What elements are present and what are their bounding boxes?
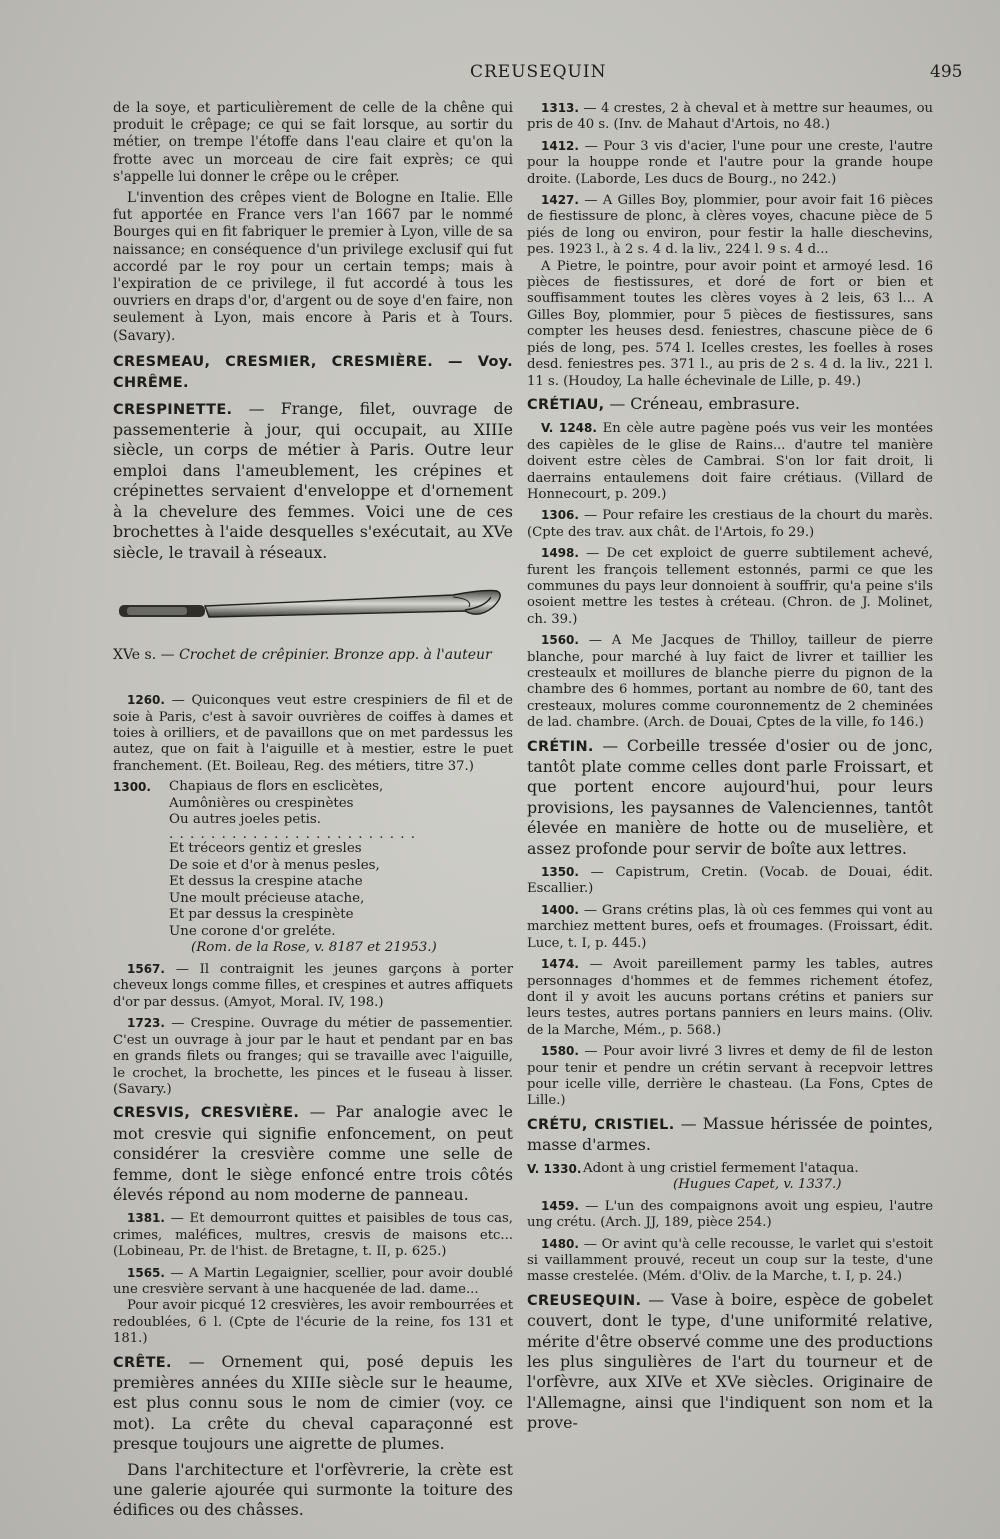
entry-text: — Par analogie avec le mot cresvie qui signifie enfoncement, on peut considérer la cresvière comme une selle de femme, dont le siège enfoncé entre trois côtés élevés répond au nom moderne de panneau.: [113, 1102, 513, 1204]
entry-crete: [113, 1352, 513, 1455]
citation-text: — De cet exploict de guerre subtilement achevé, furent les françois tellement estonnés, parmi ce que les communes du pays leur donnoient à souffrir, qu'a peine s'ils osoient mettre les testes à créteau. (Chron. de J. Molinet, ch. 39.): [527, 546, 933, 627]
citation-year: 1313.: [541, 101, 579, 115]
verse-lines: [169, 779, 513, 957]
citation-text: — Quiconques veut estre crespiniers de fil et de soie à Paris, c'est à savoir ouvrières de coiffes à dames et toies à orilliers, et de pavaillons que on met pardessus les autez, que on fait à l'aiguille et à mestier, estre le puet franchement. (Et. Boileau, Reg. des métiers, titre 37.): [113, 693, 513, 774]
citation-1400: [527, 902, 933, 952]
citation-year: 1723.: [127, 1016, 165, 1031]
entry-cresvis: [113, 1102, 513, 1205]
citation-1560: [527, 632, 933, 731]
citation-year: 1565.: [127, 1265, 165, 1280]
citation-1381: [113, 1210, 513, 1260]
citation-text: En cèle autre pagène poés vus veir les montées des capièles de le glise de Rains... d'autre tel manière doivent estre cèles de Cambrai. S'on lor fait droit, li daerrains entaulemens doit faire crétiaus. (Villard de Honnecourt, p. 209.): [527, 421, 934, 502]
running-title: CREUSEQUIN: [470, 62, 607, 82]
entry-crespinette: [113, 399, 513, 563]
right-column: [527, 100, 933, 1439]
entry-text: — Créneau, embrasure.: [604, 393, 801, 413]
entry-cretiau: [527, 394, 933, 415]
citation-text: — Il contraignit les jeunes garçons à porter cheveux longs comme filles, et crespines et autres affiquets d'or par dessus. (Amyot, Moral. IV, 198.): [113, 962, 513, 1010]
citation-year: 1427.: [541, 193, 579, 208]
citation-year: 1381.: [127, 1211, 165, 1226]
citation-year: 1350.: [541, 865, 579, 880]
citation-year: 1300.: [113, 780, 151, 795]
citation-year: 1560.: [541, 633, 579, 648]
citation-year: 1459.: [541, 1198, 579, 1213]
paragraph: de la soye, et particulièrement de celle de la chêne qui produit le crêpage; ce qui se fait lorsque, au sortir du métier, on trempe l'étoffe dans l'eau claire et qu'on la frotte avec un morceau de cire fait exprès; ce qui s'appelle lui donner le crêpe ou le crêper.: [113, 100, 513, 185]
citation-year: V. 1248.: [541, 421, 597, 436]
citation-1306: [527, 507, 933, 541]
entry-heading: CRÉTIN.: [527, 738, 594, 755]
citation-year: 1412.: [541, 138, 579, 153]
verse-source: (Hugues Capet, v. 1337.): [673, 1177, 842, 1193]
entry-text: — Corbeille tressée d'osier ou de jonc, tantôt plate comme celles dont parle Froissart, et que portent encore aujourd'hui, pour leurs provisions, les paysannes de Valenciennes, tantôt élevée en manière de hotte ou de muselière, et assez profonde pour servir de boîte aux lettres.: [527, 735, 933, 858]
verse-line: Une corone d'or greléte.: [169, 923, 336, 939]
verse-line: Et dessus la crespine atache: [169, 874, 363, 890]
citation-1580: [527, 1043, 933, 1110]
entry-heading: CRÊTE.: [113, 1354, 172, 1371]
entry-heading: CRESMEAU, CRESMIER, CRESMIÈRE. — Voy. CHRÊME.: [113, 353, 513, 392]
citation-text: — Capistrum, Cretin. (Vocab. de Douai, édit. Escallier.): [527, 865, 933, 897]
citation-1427-continued: A Pietre, le pointre, pour avoir point et armoyé lesd. 16 pièces de fiestissures, et doré de fort or bien et souffisamment toutes les clères voyes à 2 leis, 63 l... A Gilles Boy, plommier, pour 5 pièces de fiestissures, sans compter les heuses desd. feniestres, chascune pièce de 6 piés de long, pes. 574 l. Icelles crestes, les foelles à roses desd. feniestres pes. 371 l., au pris de 2 s. 4 d. la liv., 221 l. 11 s. (Houdoy, La halle échevinale de Lille, p. 49.): [527, 258, 933, 389]
entry-text: — Ornement qui, posé depuis les premières années du XIIIe siècle sur le heaume, est plus connu sous le nom de cimier (voy. ce mot). La crête du cheval caparaçonné est presque toujours une aigrette de plumes.: [113, 1351, 513, 1454]
entry-heading: CRÉTIAU,: [527, 396, 605, 413]
entry-text: — Vase à boire, espèce de gobelet couvert, dont le type, d'une uniformité relative, mérite d'être observé comme une des productions les plus singulières de l'art du tourneur et de l'orfèvre, aux XIVe et XVe siècles. Originaire de l'Allemagne, ainsi que l'indiquent son nom et la prove-: [527, 1289, 933, 1433]
paragraph: L'invention des crêpes vient de Bologne en Italie. Elle fut apportée en France vers l'an 1667 par le nommé Bourges qui en fit fabriquer le premier à Lyon, ville de sa naissance; en conséquence d'un privilege exclusif qui fut accordé par le roy pour un certain temps; mais à l'expiration de ce privilege, il fut accordé à tous les ouvriers en draps d'or, d'argent ou de soye d'en faire, non seulement à Lyon, mais encore à Paris et à Tours. (Savary).: [113, 190, 513, 344]
citation-1427: [527, 192, 933, 259]
citation-text: — Pour avoir livré 3 livres et demy de fil de leston pour tenir et pendre un crétin servant à recepvoir lettres pour icelle ville, derrière le chasteau. (La Fons, Cptes de Lille.): [527, 1044, 933, 1109]
citation-year: 1580.: [541, 1044, 579, 1059]
citation-1565: [113, 1265, 513, 1299]
citation-year: 1474.: [541, 957, 579, 972]
citation-year: 1567.: [127, 962, 165, 977]
citation-text: — A Gilles Boy, plommier, pour avoir fait 16 pièces de fiestissure de plonc, à clères voyes, chacune pièce de 5 piés de long ou environ, pour festir la halle dieschevins, pes. 1923 l., à 2 s. 4 d. la liv., 224 l. 9 s. 4 d...: [527, 193, 933, 258]
citation-text: — 4 crestes, 2 à cheval et à mettre sur heaumes, ou pris de 40 s. (Inv. de Mahaut d'Artois, no 48.): [527, 101, 933, 133]
citation-text: — Grans crétins plas, là où ces femmes qui vont au marchiez mettent bures, oefs et froumages. (Froissart, édit. Luce, t. I, p. 445.): [527, 902, 933, 951]
citation-year: 1306.: [541, 508, 579, 523]
citation-text: — Pour refaire les crestiaus de la chourt du marès. (Cpte des trav. aux chât. de l'Artois, fo 29.): [527, 508, 933, 540]
citation-1474: [527, 956, 933, 1039]
entry-heading: CRESVIS, CRESVIÈRE.: [113, 1105, 300, 1122]
citation-text: — Et demourront quittes et paisibles de tous cas, crimes, maléfices, multres, cresvis de maisons etc... (Lobineau, Pr. de l'hist. de Bretagne, t. II, p. 625.): [113, 1211, 513, 1260]
citation-1459: [527, 1198, 933, 1232]
entry-heading: CRÉTU, CRISTIEL.: [527, 1116, 675, 1133]
citation-1723: [113, 1015, 513, 1098]
entry-creusequin: [527, 1290, 933, 1434]
verse-source: (Rom. de la Rose, v. 8187 et 21953.): [191, 940, 437, 956]
entry-text: — Massue hérissée de pointes, masse d'armes.: [527, 1113, 933, 1155]
caption-text: — Crochet de crêpinier. Bronze app. à l'auteur: [156, 646, 492, 663]
citation-text: — Crespine. Ouvrage du métier de passementier. C'est un ouvrage à jour par le haut et pendant par en bas en grands filets ou franges; qui se travaille avec l'aiguille, le crochet, la brochette, les pinces et le fuseau à lisser. (Savary.): [113, 1016, 513, 1097]
illustration-caption: [113, 647, 513, 664]
citation-1480: [527, 1236, 933, 1286]
verse-line: Aumônières ou crespinètes: [169, 795, 354, 811]
verse-line: Adont à ung cristiel fermement l'ataqua.: [583, 1160, 859, 1176]
citation-text: — Avoit pareillement parmy les tables, autres personnages d'hommes et de femmes richement étofez, dont il y avoit les aucuns portans crétins et paniers sur leurs testes, autres portans panniers en leurs mains. (Oliv. de la Marche, Mém., p. 568.): [527, 957, 933, 1038]
entry-text: — Frange, filet, ouvrage de passementerie à jour, qui occupait, au XIIIe siècle, un corps de métier à Paris. Outre leur emploi dans l'ameublement, les crépines et crépinettes servaient d'enveloppe et d'ornement à la chevelure des femmes. Voici une de ces brochettes à l'aide desquelles s'exécutait, au XVe siècle, le travail à réseaux.: [113, 398, 513, 562]
citation-1565-continued: Pour avoir picqué 12 cresvières, les avoir rembourrées et redoublées, 6 l. (Cpte de l'écurie de la reine, fos 131 et 181.): [113, 1298, 513, 1347]
verse-line: Une moult précieuse atache,: [169, 890, 365, 906]
entry-cresmeau: [113, 351, 513, 394]
verse-ellipsis: . . . . . . . . . . . . . . . . . . . . . . . .: [169, 826, 417, 842]
crochet-illustration: [113, 577, 513, 641]
citation-text: — Pour 3 vis d'acier, l'une pour une creste, l'autre pour la houppe ronde et l'autre pour la grande houpe droite. (Laborde, Les ducs de Bourg., no 242.): [527, 138, 933, 187]
verse-line: De soie et d'or à menus pesles,: [169, 857, 380, 873]
entry-cretin: [527, 736, 933, 859]
citation-year: 1400.: [541, 902, 579, 917]
citation-1330: [527, 1161, 933, 1194]
citation-1350: [527, 864, 933, 898]
citation-text: — L'un des compaignons avoit ung espieu, l'autre ung crétu. (Arch. JJ, 189, pièce 254.): [527, 1198, 933, 1231]
left-column: [113, 100, 513, 1526]
citation-year: 1480.: [541, 1236, 579, 1251]
caption-century: XVe s.: [113, 646, 157, 663]
citation-year: 1498.: [541, 546, 579, 561]
verse-line: Et tréceors gentiz et gresles: [169, 840, 362, 856]
citation-year: V. 1330.: [527, 1161, 582, 1176]
entry-cretu: [527, 1114, 933, 1156]
citation-1412: [527, 138, 933, 188]
paragraph: Dans l'architecture et l'orfèvrerie, la crète est une galerie ajourée qui surmonte la toiture des édifices ou des châsses.: [113, 1459, 513, 1520]
citation-1260: [113, 692, 513, 775]
citation-1300: [113, 779, 513, 957]
page-number: 495: [930, 62, 963, 82]
citation-1498: [527, 545, 933, 628]
crochet-drawing: [113, 577, 513, 641]
verse-line: Et par dessus la crespinète: [169, 907, 354, 923]
entry-heading: CREUSEQUIN.: [527, 1292, 642, 1309]
citation-1248: [527, 420, 933, 503]
citation-text: — Or avint qu'à celle recousse, le varlet qui s'estoit si vaillamment prouvé, receut un coup sur la teste, d'une masse crestelée. (Mém. d'Oliv. de la Marche, t. I, p. 24.): [527, 1236, 933, 1285]
citation-1313: [527, 100, 933, 134]
verse-line: Ou autres joeles petis.: [169, 812, 322, 828]
verse-line: Chapiaus de flors en esclicètes,: [169, 779, 384, 795]
citation-1567: [113, 961, 513, 1011]
running-header: [0, 62, 1000, 86]
citation-text: — A Martin Legaignier, scellier, pour avoir doublé une cresvière servant à une hacquenée de lad. dame...: [113, 1265, 513, 1297]
citation-year: 1260.: [127, 693, 165, 708]
citation-text: — A Me Jacques de Thilloy, tailleur de pierre blanche, pour marché à luy faict de livrer et taillier les cresteaulx et moillures de blanche pierre du pignon de la chambre des 6 hommes, portant au nombre de 60, tant des cresteaux, molures comme couronnementz de 2 cheminées de lad. chambre. (Arch. de Douai, Cptes de la ville, fo 146.): [527, 633, 933, 731]
entry-heading: CRESPINETTE.: [113, 401, 233, 418]
verse-lines: [583, 1161, 933, 1194]
